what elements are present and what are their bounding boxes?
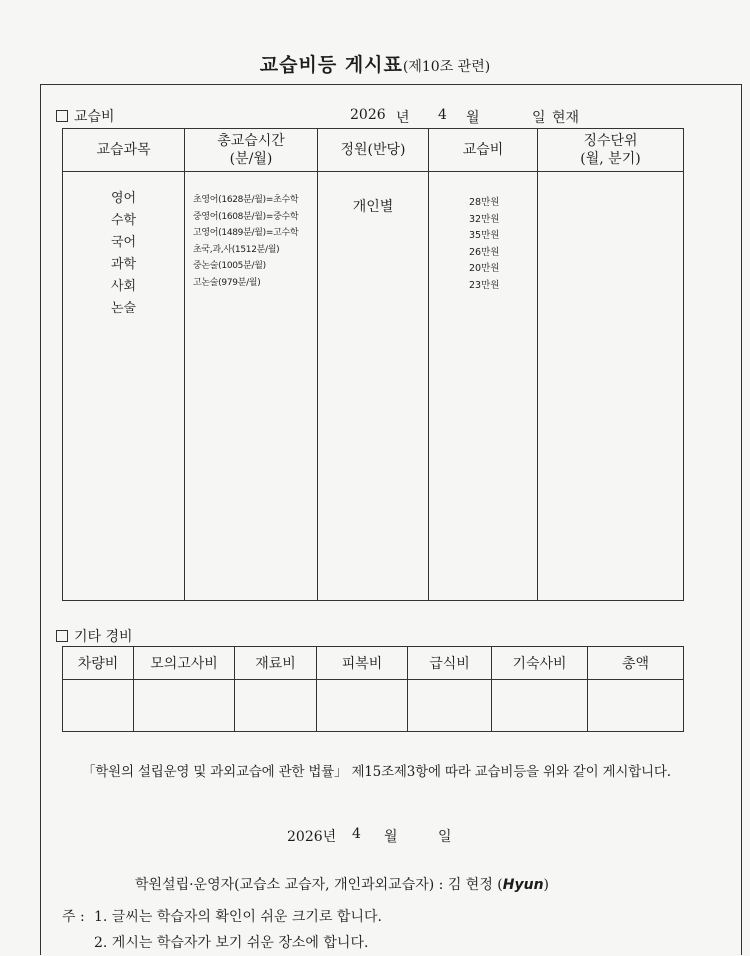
fee-item: 32만원 bbox=[469, 213, 500, 225]
col-vehicle: 차량비 bbox=[63, 647, 134, 680]
col-mock-exam: 모의고사비 bbox=[134, 647, 235, 680]
note-item: 1. 글씨는 학습자의 확인이 쉬운 크기로 합니다. bbox=[94, 909, 382, 925]
fee-table-header bbox=[63, 129, 684, 172]
col-quota: 정원(반당) bbox=[318, 129, 429, 172]
subject-item: 영어 bbox=[110, 191, 137, 206]
operator-label: 학원설립·운영자(교습소 교습자, 개인과외교습자) : 김 현정 ( bbox=[135, 877, 503, 893]
hours-item: 고논술(979분/월) bbox=[193, 277, 261, 288]
subject-item: 논술 bbox=[110, 301, 137, 316]
document-title bbox=[0, 50, 750, 77]
hours-item: 고영어(1489분/월)=고수학 bbox=[193, 228, 299, 238]
cell-empty bbox=[134, 680, 235, 732]
checkbox-square-icon bbox=[56, 630, 68, 642]
subject-item: 국어 bbox=[110, 235, 137, 250]
fees-cell bbox=[429, 172, 538, 601]
col-materials: 재료비 bbox=[235, 647, 317, 680]
title-main: 교습비등 게시표 bbox=[259, 54, 403, 76]
cell-empty bbox=[408, 680, 492, 732]
date-day-unit: 일 bbox=[532, 110, 546, 126]
fee-table-row bbox=[63, 172, 684, 601]
hours-item: 초국,과,사(1512분/월) bbox=[193, 244, 280, 255]
fee-item: 26만원 bbox=[469, 246, 500, 258]
hours-item: 초영어(1628분/월)=초수학 bbox=[193, 195, 299, 205]
fee-item: 35만원 bbox=[469, 230, 500, 241]
subjects-cell bbox=[63, 172, 185, 601]
notes bbox=[62, 904, 382, 956]
checkbox-square-icon bbox=[56, 110, 68, 122]
other-table-row bbox=[63, 680, 684, 732]
operator-name-en: Hyun bbox=[502, 877, 544, 893]
fee-table bbox=[62, 128, 684, 601]
sig-year: 2026년 bbox=[287, 829, 337, 845]
operator-close: ) bbox=[543, 877, 550, 893]
subject-item: 과학 bbox=[110, 257, 137, 272]
subject-item: 사회 bbox=[110, 279, 137, 294]
date-month-unit: 월 bbox=[466, 110, 480, 126]
date-month: 4 bbox=[438, 107, 447, 123]
hours-item: 중영어(1608분/월)=중수학 bbox=[193, 211, 299, 222]
cell-empty bbox=[588, 680, 684, 732]
fee-item: 20만원 bbox=[469, 263, 500, 274]
sig-month: 4 bbox=[352, 826, 361, 842]
note-item: 2. 게시는 학습자가 보기 쉬운 장소에 합니다. bbox=[94, 935, 369, 951]
legal-statement: 「학원의 설립운영 및 과외교습에 관한 법률」 제15조제3항에 따라 교습비등을 위와 같이 게시합니다. bbox=[82, 764, 671, 780]
col-clothing: 피복비 bbox=[317, 647, 408, 680]
cell-empty bbox=[317, 680, 408, 732]
unit-cell bbox=[538, 172, 684, 601]
hours-cell bbox=[185, 172, 318, 601]
cell-empty bbox=[492, 680, 588, 732]
col-hours: 총교습시간 (분/월) bbox=[185, 129, 318, 172]
sig-day-unit: 일 bbox=[438, 829, 452, 845]
date-suffix: 현재 bbox=[552, 110, 580, 126]
cell-empty bbox=[235, 680, 317, 732]
col-dormitory: 기숙사비 bbox=[492, 647, 588, 680]
col-subject: 교습과목 bbox=[63, 129, 185, 172]
date-year: 2026 bbox=[350, 107, 386, 123]
fee-item: 28만원 bbox=[469, 197, 500, 208]
col-total: 총액 bbox=[588, 647, 684, 680]
col-fee: 교습비 bbox=[429, 129, 538, 172]
subject-item: 수학 bbox=[110, 213, 137, 228]
sig-month-unit: 월 bbox=[384, 829, 398, 845]
title-subtitle: (제10조 관련) bbox=[402, 59, 491, 75]
cell-empty bbox=[63, 680, 134, 732]
col-meals: 급식비 bbox=[408, 647, 492, 680]
col-unit: 징수단위 (월, 분기) bbox=[538, 129, 684, 172]
fee-section-label: 교습비 bbox=[56, 106, 115, 126]
operator-line bbox=[135, 874, 549, 894]
other-table-header bbox=[63, 647, 684, 680]
other-expense-table bbox=[62, 646, 684, 732]
fee-item: 23만원 bbox=[469, 279, 500, 291]
hours-item: 중논술(1005분/월) bbox=[193, 261, 266, 271]
quota-cell: 개인별 bbox=[318, 172, 429, 601]
other-section-label: 기타 경비 bbox=[56, 626, 133, 646]
notes-label: 주 : bbox=[62, 909, 85, 925]
date-year-unit: 년 bbox=[396, 110, 410, 126]
